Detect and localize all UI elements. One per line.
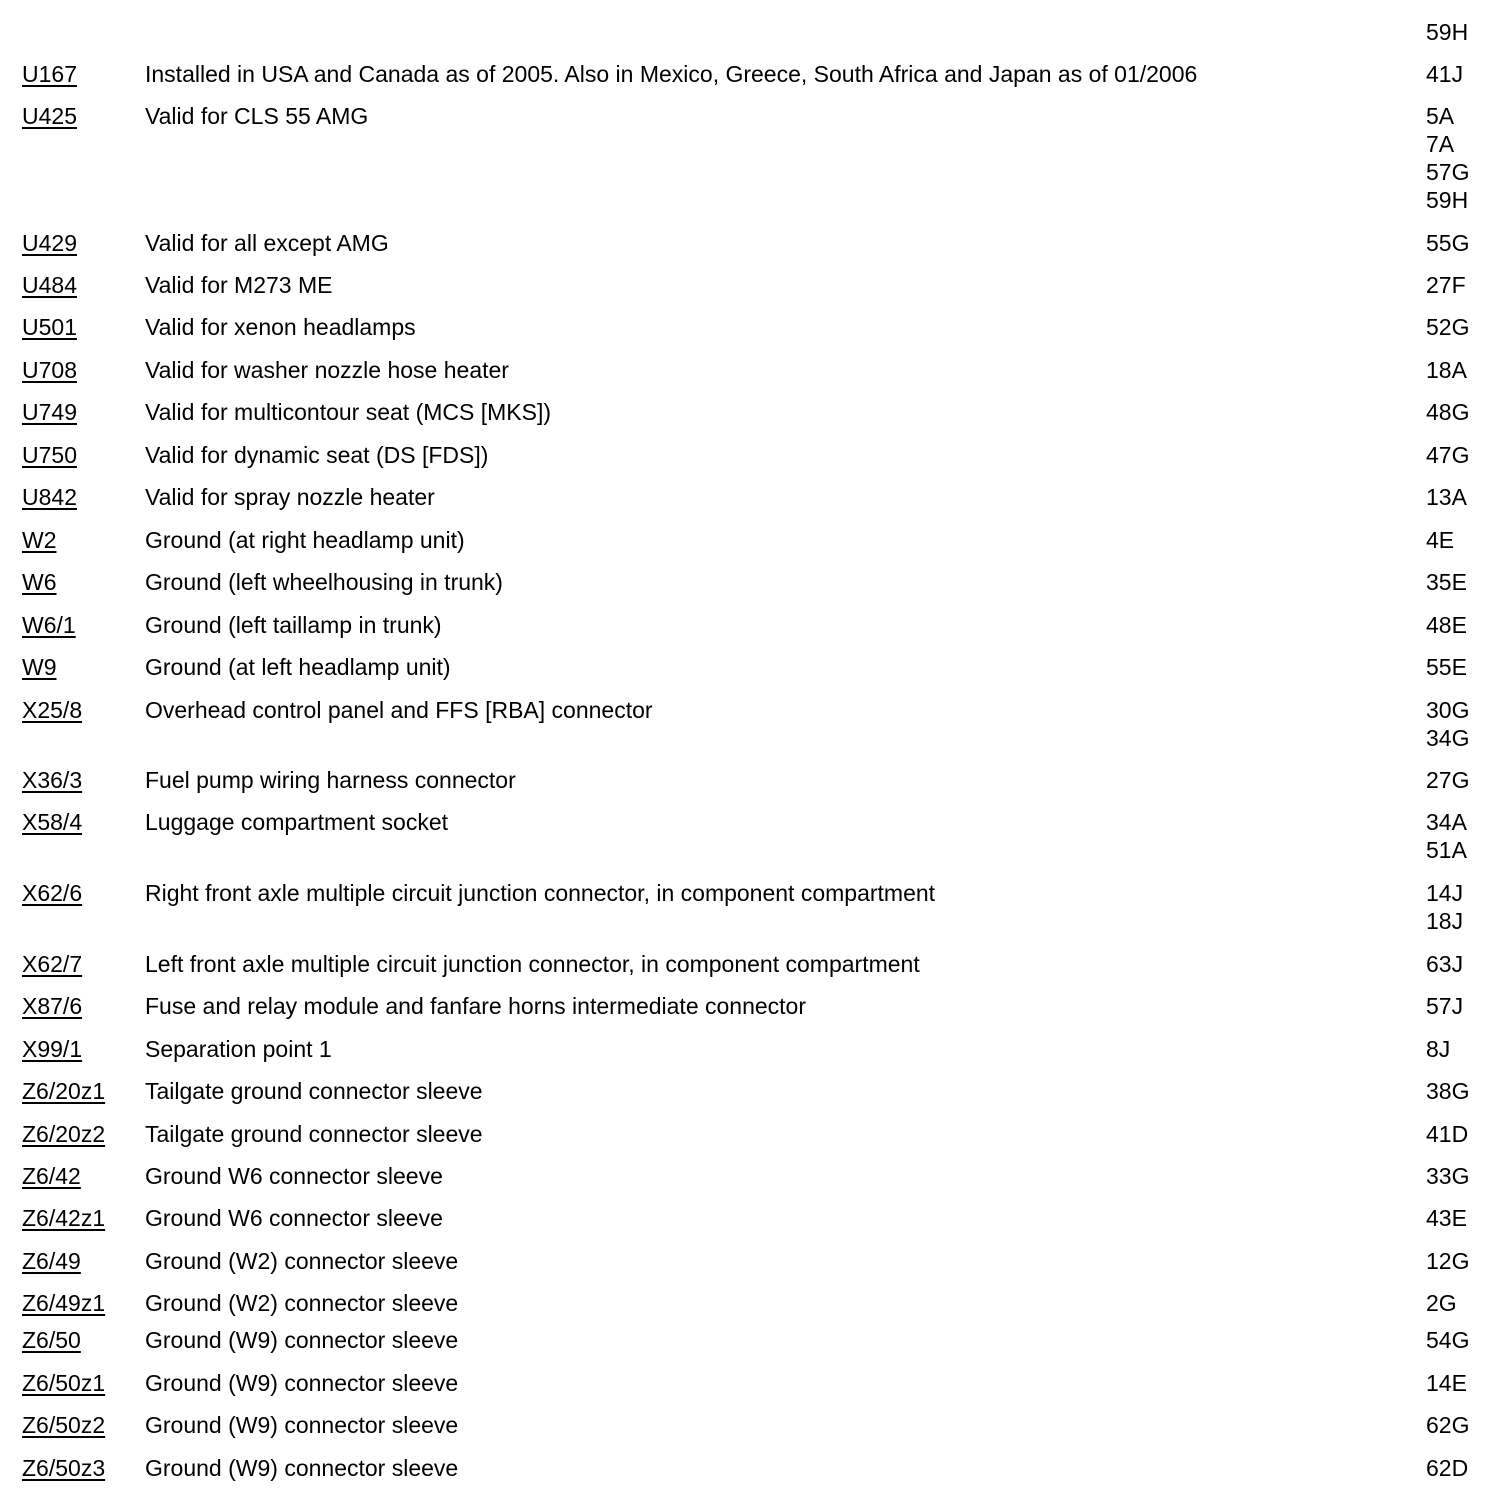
grid-reference-list: [1426, 526, 1496, 554]
grid-reference: 35E: [1426, 569, 1467, 595]
grid-reference-list: [1426, 1247, 1496, 1275]
grid-reference: 51A: [1426, 837, 1467, 863]
component-description: Ground W6 connector sleeve: [145, 1163, 443, 1189]
component-description: Separation point 1: [145, 1036, 332, 1062]
component-description: Ground W6 connector sleeve: [145, 1205, 443, 1231]
grid-reference: 5A: [1426, 103, 1455, 129]
grid-reference: 57J: [1426, 993, 1464, 1019]
grid-reference-list: [1426, 1411, 1496, 1439]
component-code-link[interactable]: W6: [22, 569, 57, 595]
grid-reference: 14E: [1426, 1370, 1467, 1396]
component-description: Right front axle multiple circuit junction connector, in component compartment: [145, 880, 936, 906]
component-description: Fuel pump wiring harness connector: [145, 767, 516, 793]
grid-reference: 38G: [1426, 1078, 1470, 1104]
component-code-link[interactable]: W9: [22, 654, 57, 680]
grid-reference-list: [1426, 102, 1496, 214]
grid-reference: 41J: [1426, 61, 1464, 87]
grid-reference: 57G: [1426, 159, 1470, 185]
component-code-link[interactable]: Z6/20z1: [22, 1078, 106, 1104]
grid-reference-list: [1426, 653, 1496, 681]
grid-reference-list: [1426, 1162, 1496, 1190]
grid-reference: 27G: [1426, 767, 1470, 793]
component-description: Valid for xenon headlamps: [145, 314, 416, 340]
grid-reference-list: [1426, 611, 1496, 639]
component-description: Valid for washer nozzle hose heater: [145, 357, 509, 383]
component-description: Valid for spray nozzle heater: [145, 484, 435, 510]
component-code-link[interactable]: W6/1: [22, 612, 76, 638]
grid-reference-list: [1426, 1454, 1496, 1482]
component-code-link[interactable]: X62/6: [22, 880, 83, 906]
grid-reference: 8J: [1426, 1036, 1451, 1062]
component-description: Ground (left wheelhousing in trunk): [145, 569, 503, 595]
grid-reference-list: [1426, 1035, 1496, 1063]
grid-reference-list: [1426, 271, 1496, 299]
grid-reference: 34A: [1426, 809, 1467, 835]
component-code-link[interactable]: X36/3: [22, 767, 83, 793]
grid-reference-list: [1426, 766, 1496, 794]
component-description: Installed in USA and Canada as of 2005. Also in Mexico, Greece, South Africa and Japan as of 01/2006: [145, 61, 1198, 87]
grid-reference-list: [1426, 1120, 1496, 1148]
grid-reference-list: [1426, 879, 1496, 935]
component-description: Ground (at left headlamp unit): [145, 654, 451, 680]
grid-reference-list: [1426, 229, 1496, 257]
grid-reference-list: [1426, 1077, 1496, 1105]
component-description: Ground (at right headlamp unit): [145, 527, 465, 553]
grid-reference: 33G: [1426, 1163, 1470, 1189]
component-code-link[interactable]: Z6/50z2: [22, 1412, 106, 1438]
component-code-link[interactable]: Z6/20z2: [22, 1121, 106, 1147]
component-description: Valid for M273 ME: [145, 272, 333, 298]
component-description: Ground (W9) connector sleeve: [145, 1455, 459, 1481]
grid-reference-list: [1426, 441, 1496, 469]
component-code-link[interactable]: Z6/49: [22, 1248, 81, 1274]
component-code-link[interactable]: Z6/50z1: [22, 1370, 106, 1396]
component-code-link[interactable]: U167: [22, 61, 77, 87]
component-description: Ground (W9) connector sleeve: [145, 1412, 459, 1438]
grid-reference: 34G: [1426, 725, 1470, 751]
grid-reference: 62G: [1426, 1412, 1470, 1438]
grid-reference: 12G: [1426, 1248, 1470, 1274]
component-code-link[interactable]: U425: [22, 103, 77, 129]
grid-reference-list: [1426, 313, 1496, 341]
component-code-link[interactable]: U842: [22, 484, 77, 510]
grid-reference: 30G: [1426, 697, 1470, 723]
component-code-link[interactable]: X62/7: [22, 951, 83, 977]
component-code-link[interactable]: X99/1: [22, 1036, 83, 1062]
component-code-link[interactable]: U750: [22, 442, 77, 468]
grid-reference-list: [1426, 1326, 1496, 1354]
grid-reference: 55G: [1426, 230, 1470, 256]
grid-reference: 14J: [1426, 880, 1464, 906]
grid-reference: 2G: [1426, 1290, 1457, 1316]
grid-reference: 62D: [1426, 1455, 1469, 1481]
component-code-link[interactable]: Z6/49z1: [22, 1290, 106, 1316]
grid-reference-list: [1426, 483, 1496, 511]
component-description: Ground (W9) connector sleeve: [145, 1327, 459, 1353]
grid-reference: 27F: [1426, 272, 1466, 298]
grid-reference-list: [1426, 808, 1496, 864]
component-description: Luggage compartment socket: [145, 809, 449, 835]
component-code-link[interactable]: U429: [22, 230, 77, 256]
grid-reference-list: [1426, 60, 1496, 88]
grid-reference: 18J: [1426, 908, 1464, 934]
component-description: Left front axle multiple circuit junction connector, in component compartment: [145, 951, 920, 977]
grid-reference: 54G: [1426, 1327, 1470, 1353]
grid-reference: 48G: [1426, 399, 1470, 425]
component-description: Valid for multicontour seat (MCS [MKS]): [145, 399, 552, 425]
component-description: Ground (W9) connector sleeve: [145, 1370, 459, 1396]
component-code-link[interactable]: X58/4: [22, 809, 83, 835]
grid-reference: 47G: [1426, 442, 1470, 468]
component-code-link[interactable]: Z6/42: [22, 1163, 81, 1189]
grid-reference-list: [1426, 18, 1496, 46]
component-description: Ground (W2) connector sleeve: [145, 1248, 459, 1274]
grid-reference-list: [1426, 992, 1496, 1020]
grid-reference: 52G: [1426, 314, 1470, 340]
component-code-link[interactable]: X87/6: [22, 993, 83, 1019]
grid-reference-list: [1426, 696, 1496, 752]
component-code-link[interactable]: U708: [22, 357, 77, 383]
component-description: Tailgate ground connector sleeve: [145, 1121, 483, 1147]
component-description: Valid for dynamic seat (DS [FDS]): [145, 442, 489, 468]
grid-reference-list: [1426, 398, 1496, 426]
component-code-link[interactable]: Z6/42z1: [22, 1205, 106, 1231]
component-code-link[interactable]: Z6/50z3: [22, 1455, 106, 1481]
grid-reference-list: [1426, 1289, 1496, 1317]
grid-reference: 59H: [1426, 19, 1469, 45]
grid-reference: 4E: [1426, 527, 1455, 553]
component-description: Tailgate ground connector sleeve: [145, 1078, 483, 1104]
grid-reference-list: [1426, 1369, 1496, 1397]
grid-reference: 18A: [1426, 357, 1467, 383]
component-code-link[interactable]: W2: [22, 527, 57, 553]
grid-reference: 41D: [1426, 1121, 1469, 1147]
grid-reference: 13A: [1426, 484, 1467, 510]
component-code-link[interactable]: X25/8: [22, 697, 83, 723]
component-code-link[interactable]: Z6/50: [22, 1327, 81, 1353]
component-code-link[interactable]: U749: [22, 399, 77, 425]
component-description: Ground (W2) connector sleeve: [145, 1290, 459, 1316]
component-code-link[interactable]: U484: [22, 272, 77, 298]
grid-reference: 48E: [1426, 612, 1467, 638]
component-description: Overhead control panel and FFS [RBA] connector: [145, 697, 653, 723]
component-description: Valid for CLS 55 AMG: [145, 103, 369, 129]
grid-reference: 7A: [1426, 131, 1455, 157]
grid-reference-list: [1426, 950, 1496, 978]
component-description: Valid for all except AMG: [145, 230, 389, 256]
component-description: Fuse and relay module and fanfare horns intermediate connector: [145, 993, 807, 1019]
grid-reference-list: [1426, 568, 1496, 596]
component-description: Ground (left taillamp in trunk): [145, 612, 442, 638]
grid-reference: 59H: [1426, 187, 1469, 213]
grid-reference-list: [1426, 356, 1496, 384]
grid-reference: 63J: [1426, 951, 1464, 977]
grid-reference-list: [1426, 1204, 1496, 1232]
grid-reference: 43E: [1426, 1205, 1467, 1231]
component-code-link[interactable]: U501: [22, 314, 77, 340]
grid-reference: 55E: [1426, 654, 1467, 680]
